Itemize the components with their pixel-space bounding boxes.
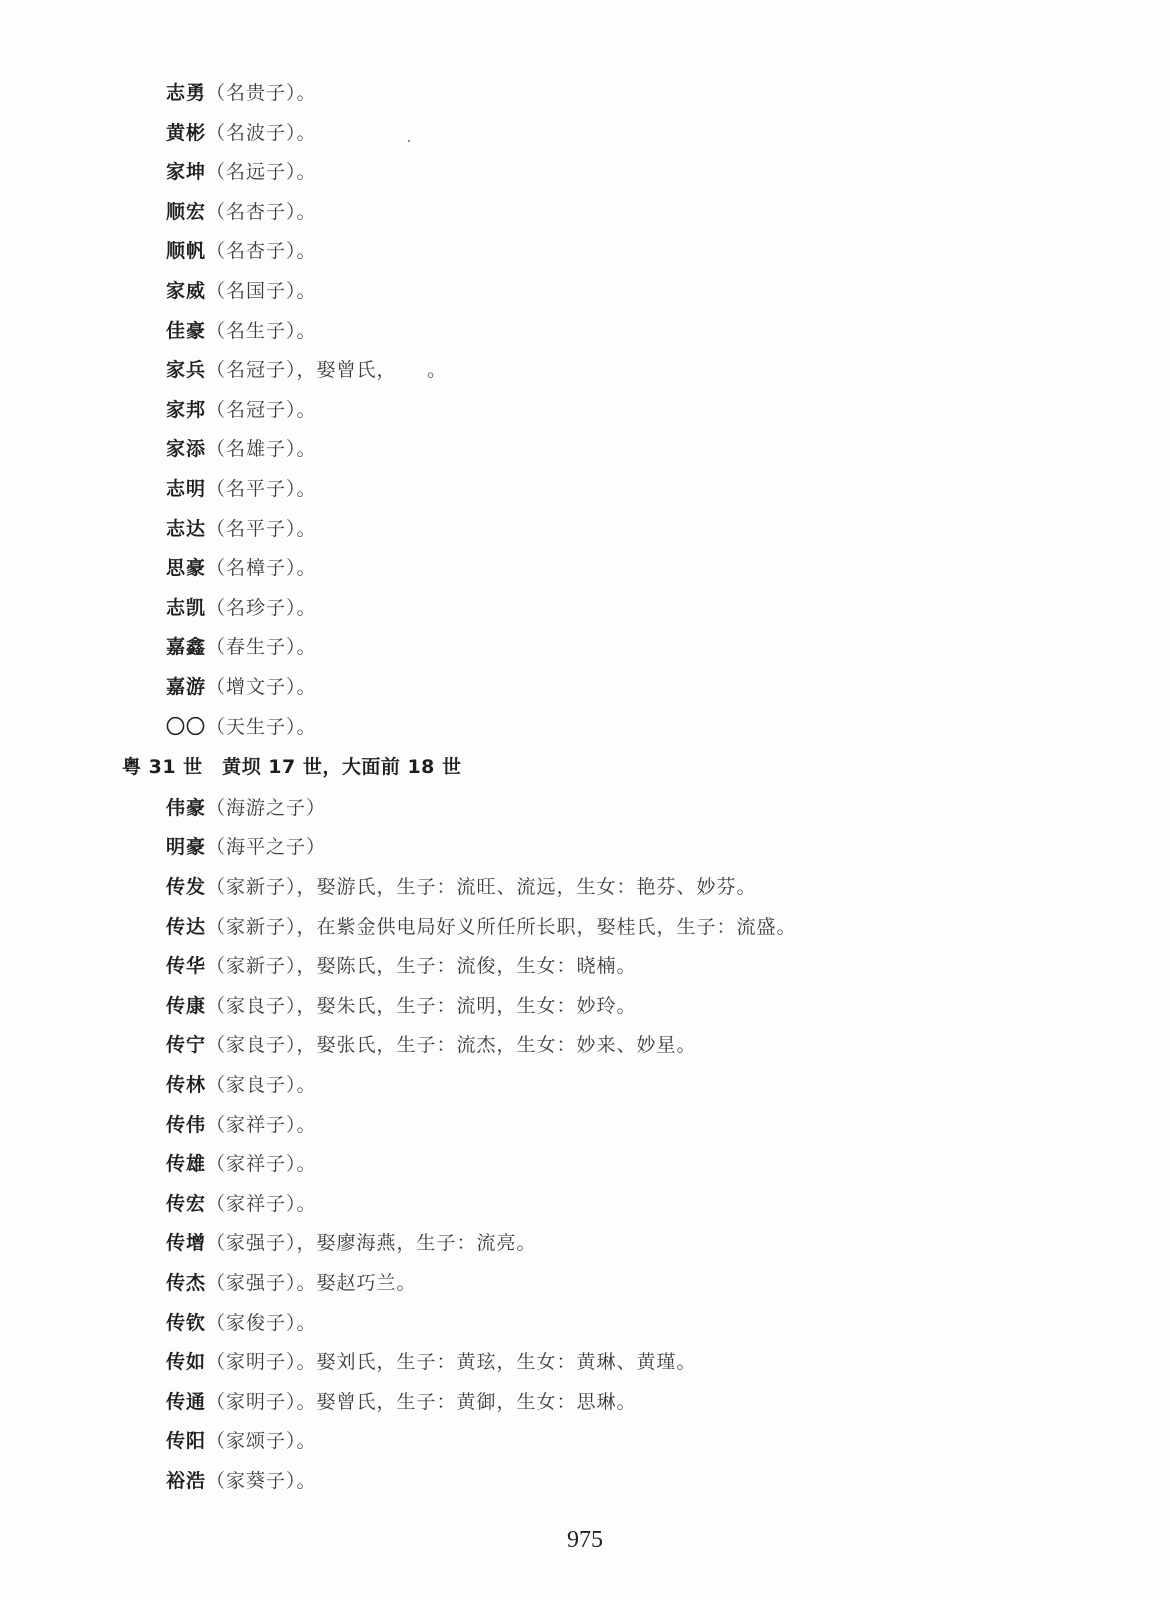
entry-row — [166, 78, 317, 108]
entry-name: 志明 — [166, 478, 207, 500]
entry-name: 传宏 — [166, 1192, 207, 1215]
entry-detail: （名波子）。 — [206, 121, 317, 144]
entry-detail: （名远子）。 — [206, 161, 317, 184]
scan-speck — [408, 140, 410, 142]
entry-row — [166, 632, 317, 662]
entry-name: 嘉游 — [166, 676, 207, 698]
entry-detail: （家强子），娶廖海燕，生子：流亮。 — [206, 1232, 537, 1255]
page-number: 975 — [567, 1527, 603, 1553]
entry-detail: （家新子），在紫金供电局好义所任所长职，娶桂氏，生子：流盛。 — [206, 915, 797, 938]
entry-row — [166, 276, 317, 306]
entry-row — [166, 1268, 417, 1298]
entry-name: 传杰 — [166, 1272, 207, 1294]
entry-name: 明豪 — [166, 836, 207, 859]
entry-detail: （名国子）。 — [206, 280, 317, 302]
entry-row — [166, 157, 317, 187]
entry-detail: （春生子）。 — [206, 636, 317, 659]
entry-name: 志勇 — [166, 82, 207, 104]
entry-detail: （家明子）。娶刘氏，生子：黄玹，生女：黄琳、黄瑾。 — [206, 1351, 697, 1374]
entry-name: 传增 — [166, 1232, 207, 1255]
entry-detail: （名冠子），娶曾氏， 。 — [206, 359, 448, 382]
entry-row — [166, 1466, 317, 1496]
entry-row — [166, 1387, 637, 1417]
entry-row — [166, 118, 317, 148]
entry-name: 黄彬 — [166, 121, 207, 144]
entry-name: 伟豪 — [166, 796, 207, 819]
entry-row — [166, 1070, 317, 1100]
entry-name: 思豪 — [166, 557, 207, 580]
entry-detail: （名冠子）。 — [206, 398, 317, 421]
entry-detail: （家祥子）。 — [206, 1153, 317, 1176]
generation-heading: 粤 31 世 黄坝 17 世，大面前 18 世 — [122, 756, 462, 779]
entry-row — [166, 832, 326, 862]
entry-name: 传宁 — [166, 1034, 207, 1057]
entry-detail: （家祥子）。 — [206, 1113, 317, 1136]
entry-row — [166, 1110, 317, 1140]
entry-name: 传达 — [166, 915, 207, 938]
entry-detail: （家颂子）。 — [206, 1430, 317, 1453]
entry-name: 志凯 — [166, 596, 207, 619]
entry-detail: （海平之子） — [206, 836, 327, 859]
entry-row — [166, 355, 447, 385]
entry-row — [166, 872, 757, 902]
entry-name: 传华 — [166, 955, 207, 978]
entry-name: 传林 — [166, 1074, 207, 1096]
entry-detail: （名杏子）。 — [206, 200, 317, 223]
entry-name: 佳豪 — [166, 319, 207, 342]
entry-detail: （家良子），娶张氏，生子：流杰，生女：妙来、妙星。 — [206, 1034, 697, 1057]
entry-detail: （家新子），娶游氏，生子：流旺、流远，生女：艳芬、妙芬。 — [206, 876, 757, 898]
entry-row — [166, 951, 637, 981]
entry-detail: （家良子），娶朱氏，生子：流明，生女：妙玲。 — [206, 994, 637, 1017]
entry-row — [166, 236, 317, 266]
entry-name: 家添 — [166, 438, 207, 461]
entry-row — [166, 712, 317, 742]
entry-row — [166, 553, 317, 583]
entry-name: 传如 — [166, 1351, 207, 1374]
entry-detail: （增文子）。 — [206, 676, 317, 698]
entry-name: 传康 — [166, 994, 207, 1017]
entry-name: 传阳 — [166, 1430, 207, 1453]
entry-detail: （家葵子）。 — [206, 1470, 317, 1492]
entry-name: 传通 — [166, 1390, 207, 1413]
entry-row — [166, 395, 317, 425]
entry-row — [166, 434, 317, 464]
entry-row — [166, 793, 326, 823]
entry-row — [166, 474, 317, 504]
entry-name: 顺宏 — [166, 200, 207, 223]
entry-row — [166, 991, 637, 1021]
entry-name: 志达 — [166, 517, 207, 540]
entry-name: 传伟 — [166, 1113, 207, 1136]
entry-name: 〇〇 — [166, 715, 207, 738]
entry-detail: （家强子）。娶赵巧兰。 — [206, 1272, 417, 1294]
entry-detail: （名杏子）。 — [206, 240, 317, 263]
entry-detail: （名平子）。 — [206, 478, 317, 500]
entry-detail: （名珍子）。 — [206, 596, 317, 619]
entry-name: 家邦 — [166, 398, 207, 421]
entry-row — [166, 514, 317, 544]
entry-name: 家威 — [166, 280, 207, 302]
entry-detail: （海游之子） — [206, 796, 327, 819]
entry-name: 传钦 — [166, 1311, 207, 1334]
entry-row — [166, 197, 317, 227]
entry-row — [166, 912, 797, 942]
entry-row — [166, 1228, 537, 1258]
entry-row — [166, 1149, 317, 1179]
entry-detail: （家新子），娶陈氏，生子：流俊，生女：晓楠。 — [206, 955, 637, 978]
entry-detail: （家良子）。 — [206, 1074, 317, 1096]
entry-detail: （天生子）。 — [206, 715, 317, 738]
entry-row — [166, 1189, 317, 1219]
entry-row — [166, 1030, 697, 1060]
entry-row — [166, 316, 317, 346]
entry-row — [166, 1347, 697, 1377]
entry-name: 裕浩 — [166, 1470, 207, 1492]
entry-detail: （名平子）。 — [206, 517, 317, 540]
entry-name: 传雄 — [166, 1153, 207, 1176]
entry-detail: （名樟子）。 — [206, 557, 317, 580]
entry-detail: （家俊子）。 — [206, 1311, 317, 1334]
entry-detail: （名贵子）。 — [206, 82, 317, 104]
entry-name: 家坤 — [166, 161, 207, 184]
entry-row — [166, 593, 317, 623]
entry-name: 嘉鑫 — [166, 636, 207, 659]
entry-detail: （名生子）。 — [206, 319, 317, 342]
entry-name: 传发 — [166, 876, 207, 898]
entry-row — [166, 1308, 317, 1338]
entry-detail: （名雄子）。 — [206, 438, 317, 461]
entry-name: 家兵 — [166, 359, 207, 382]
entry-detail: （家祥子）。 — [206, 1192, 317, 1215]
entry-detail: （家明子）。娶曾氏，生子：黄御，生女：思琳。 — [206, 1390, 637, 1413]
entry-name: 顺帆 — [166, 240, 207, 263]
entry-row — [166, 1426, 317, 1456]
entry-row — [166, 672, 317, 702]
